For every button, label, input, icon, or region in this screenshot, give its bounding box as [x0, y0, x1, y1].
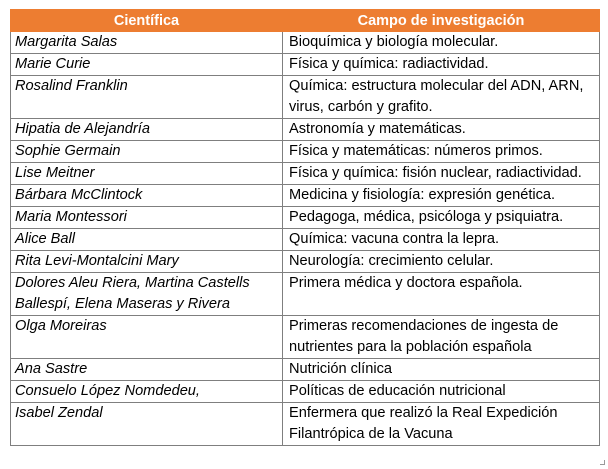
scientist-name: Margarita Salas [11, 32, 283, 54]
table-row [11, 32, 600, 54]
table-row [11, 359, 600, 381]
research-field: Políticas de educación nutricional [283, 381, 600, 403]
table-row [11, 54, 600, 76]
scientist-name: Marie Curie [11, 54, 283, 76]
scientist-name: Rosalind Franklin [11, 76, 283, 119]
scientist-name: Dolores Aleu Riera, Martina Castells Ballespí, Elena Maseras y Rivera [11, 273, 283, 316]
table-row [11, 76, 600, 119]
research-field: Primeras recomendaciones de ingesta de nutrientes para la población española [283, 316, 600, 359]
header-scientist: Científica [11, 10, 283, 32]
research-field: Física y química: radiactividad. [283, 54, 600, 76]
table-row [11, 251, 600, 273]
research-field: Física y matemáticas: números primos. [283, 141, 600, 163]
scientist-name: Rita Levi-Montalcini Mary [11, 251, 283, 273]
scientist-name: Olga Moreiras [11, 316, 283, 359]
header-research-field: Campo de investigación [283, 10, 600, 32]
table-row [11, 207, 600, 229]
table-resize-handle[interactable] [600, 460, 605, 465]
research-field: Química: vacuna contra la lepra. [283, 229, 600, 251]
research-field: Física y química: fisión nuclear, radiactividad. [283, 163, 600, 185]
research-field: Primera médica y doctora española. [283, 273, 600, 316]
research-field: Astronomía y matemáticas. [283, 119, 600, 141]
research-field: Medicina y fisiología: expresión genética. [283, 185, 600, 207]
scientist-name: Isabel Zendal [11, 403, 283, 446]
research-field: Nutrición clínica [283, 359, 600, 381]
scientist-name: Sophie Germain [11, 141, 283, 163]
table-row [11, 163, 600, 185]
table-row [11, 229, 600, 251]
header-row [11, 10, 600, 32]
scientists-table [10, 9, 600, 446]
research-field: Química: estructura molecular del ADN, ARN, virus, carbón y grafito. [283, 76, 600, 119]
scientist-name: Bárbara McClintock [11, 185, 283, 207]
table-row [11, 403, 600, 446]
scientist-name: Maria Montessori [11, 207, 283, 229]
table-row [11, 381, 600, 403]
research-field: Enfermera que realizó la Real Expedición Filantrópica de la Vacuna [283, 403, 600, 446]
table-row [11, 141, 600, 163]
research-field: Neurología: crecimiento celular. [283, 251, 600, 273]
table-row [11, 316, 600, 359]
scientist-name: Lise Meitner [11, 163, 283, 185]
table-row [11, 185, 600, 207]
scientist-name: Consuelo López Nomdedeu, [11, 381, 283, 403]
table-row [11, 119, 600, 141]
table-row [11, 273, 600, 316]
research-field: Pedagoga, médica, psicóloga y psiquiatra. [283, 207, 600, 229]
scientist-name: Hipatia de Alejandría [11, 119, 283, 141]
scientist-name: Alice Ball [11, 229, 283, 251]
scientist-name: Ana Sastre [11, 359, 283, 381]
research-field: Bioquímica y biología molecular. [283, 32, 600, 54]
